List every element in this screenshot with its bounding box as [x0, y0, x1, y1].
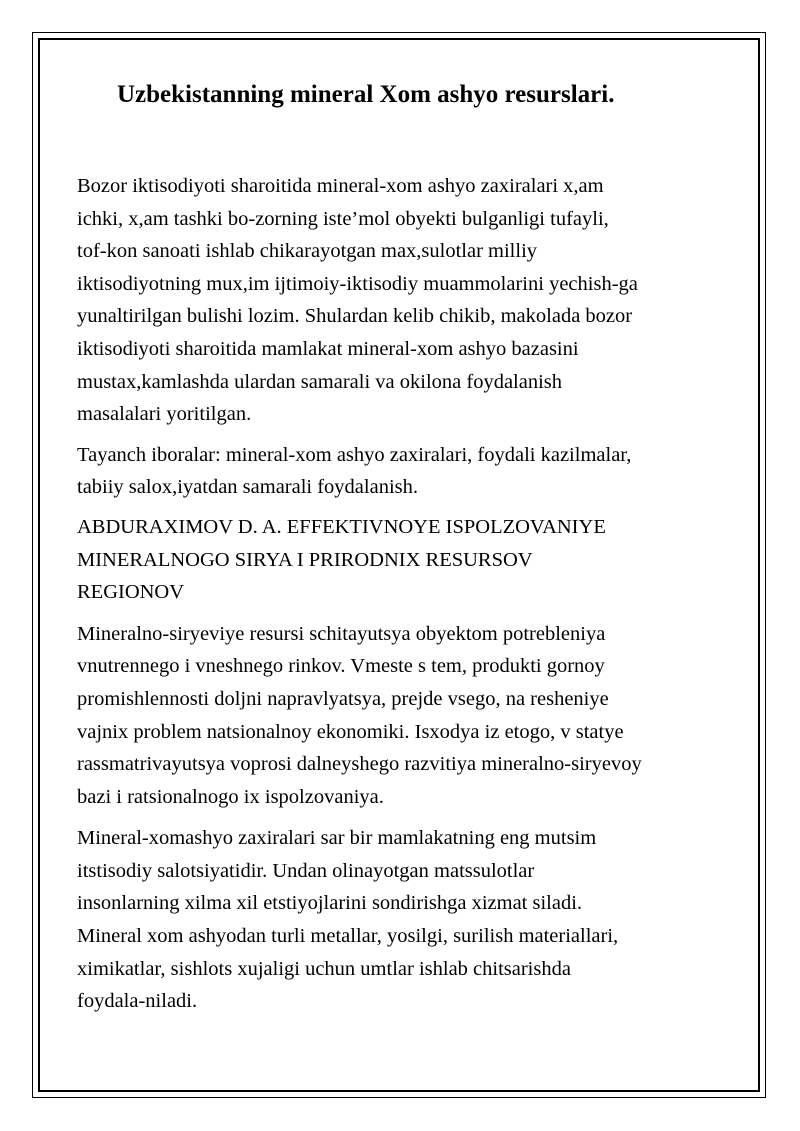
text-line: tabiiy salox,iyatdan samarali foydalanish.: [77, 476, 419, 499]
text-line: ichki, x,am tashki bo-zorning iste’mol obyekti bulganligi tufayli,: [77, 207, 609, 230]
text-line: Bozor iktisodiyoti sharoitida mineral-xom ashyo zaxiralari x,am: [77, 175, 604, 197]
text-line: tof-kon sanoati ishlab chikarayotgan max,sulotlar milliy: [77, 240, 538, 263]
text-line: rassmatrivayutsya voprosi dalneyshego razvitiya mineralno-siryevoy: [77, 753, 642, 776]
text-line: Mineralno-siryeviye resursi schitayutsya obyektom potrebleniya: [77, 622, 606, 645]
text-line: ximikatlar, sishlots xujaligi uchun umtlar ishlab chitsarishda: [77, 957, 571, 980]
text-line: Tayanch iboralar: mineral-xom ashyo zaxiralari, foydali kazilmalar,: [77, 443, 632, 466]
abstract-ru-paragraph: [77, 618, 747, 814]
text-line: iktisodiyotning mux,im ijtimoiy-iktisodiy muammolarini yechish-ga: [77, 272, 638, 295]
document-body: [77, 78, 747, 1018]
text-line: promishlennosti doljni napravlyatsya, prejde vsego, na resheniye: [77, 687, 609, 710]
document-title: Uzbekistanning mineral Xom ashyo resurslari.: [117, 81, 615, 108]
author-title-paragraph: [77, 511, 747, 609]
text-line: insonlarning xilma xil etstiyojlarini sondirishga xizmat siladi.: [77, 892, 583, 915]
text-line: bazi i ratsionalnogo ix ispolzovaniya.: [77, 785, 384, 808]
text-line: MINERALNOGO SIRYA I PRIRODNIX RESURSOV: [77, 548, 533, 571]
text-line: vajnix problem natsionalnoy ekonomiki. Isxodya iz etogo, v statye: [77, 720, 624, 743]
text-line: Mineral xom ashyodan turli metallar, yosilgi, surilish materiallari,: [77, 925, 619, 948]
text-line: ABDURAXIMOV D. A. EFFEKTIVNOYE ISPOLZOVANIYE: [77, 515, 606, 538]
text-line: iktisodiyoti sharoitida mamlakat mineral-xom ashyo bazasini: [77, 337, 579, 360]
intro-paragraph: [77, 822, 747, 1018]
text-line: mustax,kamlashda ulardan samarali va okilona foydalanish: [77, 370, 563, 393]
keywords-paragraph: [77, 439, 747, 504]
text-line: Mineral-xomashyo zaxiralari sar bir mamlakatning eng mutsim: [77, 827, 597, 850]
text-line: foydala-niladi.: [77, 990, 198, 1013]
text-line: masalalari yoritilgan.: [77, 403, 252, 426]
text-line: yunaltirilgan bulishi lozim. Shulardan kelib chikib, makolada bozor: [77, 305, 633, 328]
text-line: REGIONOV: [77, 581, 185, 604]
text-line: itstisodiy salotsiyatidir. Undan olinayotgan matssulotlar: [77, 859, 535, 882]
text-line: vnutrennego i vneshnego rinkov. Vmeste s tem, produkti gornoy: [77, 655, 605, 678]
abstract-uz-paragraph: [77, 170, 747, 431]
